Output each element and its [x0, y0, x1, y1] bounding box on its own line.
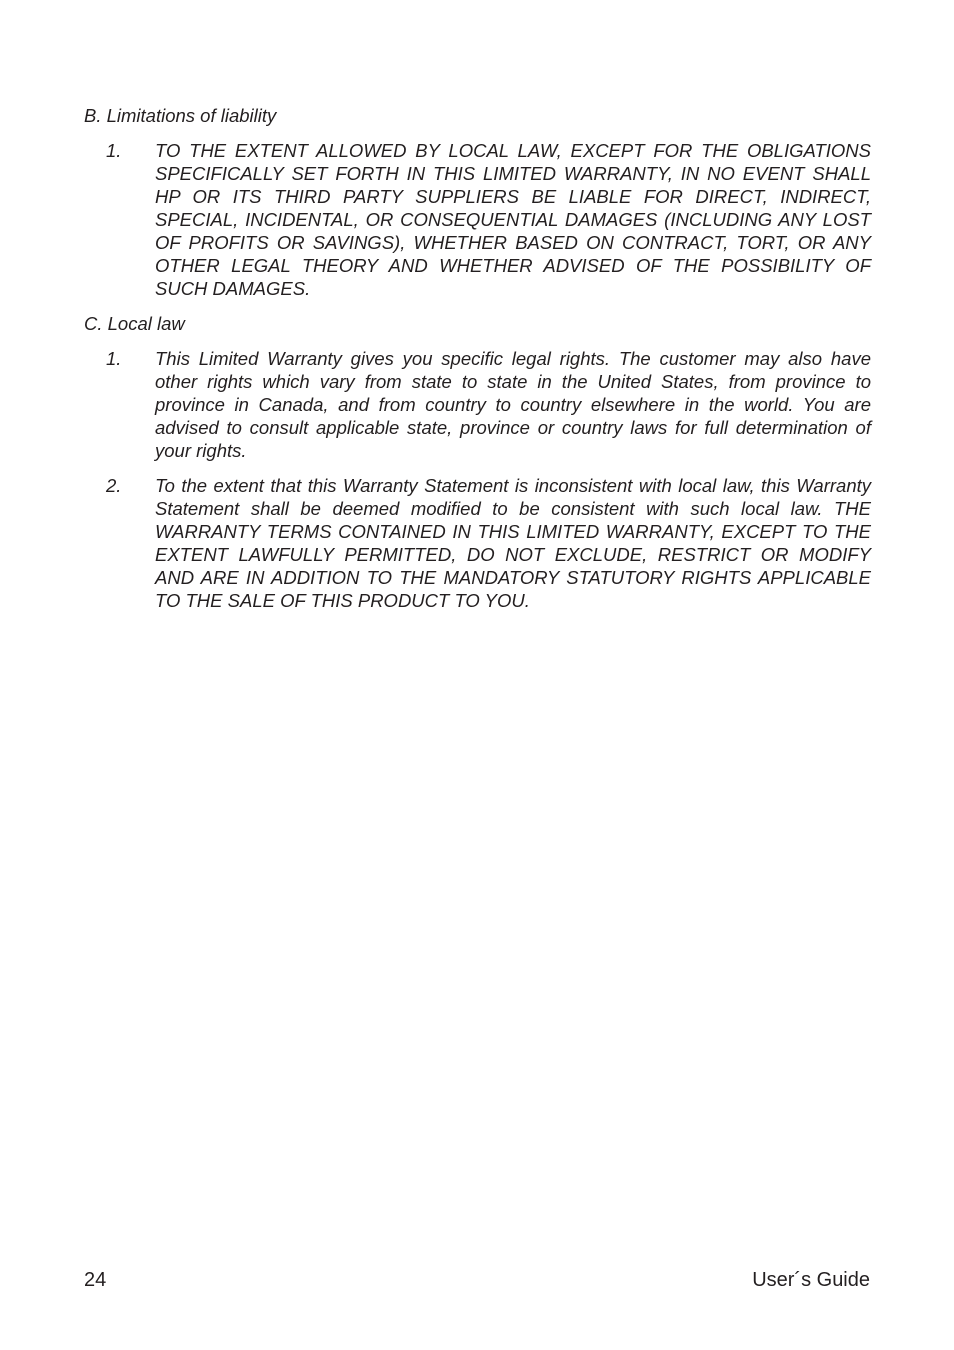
page-content: [84, 104, 871, 624]
list-item: [84, 474, 871, 612]
list-item-text: This Limited Warranty gives you specific legal rights. The customer may also have other rights which vary from state to state in the United States, from province to province in Canada, and from country to country elsewhere in the world. You are advised to consult applicable state, province or country laws for full determination of your rights.: [155, 348, 871, 461]
section-limitations-of-liability: [84, 104, 871, 300]
section-heading: C. Local law: [84, 313, 185, 334]
section-heading: B. Limitations of liability: [84, 105, 277, 126]
list-item-number: 1.: [106, 348, 122, 369]
list-item-number: 2.: [106, 475, 122, 496]
list-item: [84, 139, 871, 300]
footer-document-title: User´s Guide: [752, 1269, 870, 1291]
list-item-text: TO THE EXTENT ALLOWED BY LOCAL LAW, EXCEPT FOR THE OBLIGATIONS SPECIFICALLY SET FORTH IN THIS LIMITED WARRANTY, IN NO EVENT SHALL HP OR ITS THIRD PARTY SUPPLIERS BE LIABLE FOR DIRECT, INDIRECT, SPECIAL, INCIDENTAL, OR CONSEQUENTIAL DAMAGES (INCLUDING ANY LOST OF PROFITS OR SAVINGS), WHETHER BASED ON CONTRACT, TORT, OR ANY OTHER LEGAL THEORY AND WHETHER ADVISED OF THE POSSIBILITY OF SUCH DAMAGES.: [155, 140, 871, 299]
section-local-law: [84, 312, 871, 612]
list-item-number: 1.: [106, 140, 122, 161]
footer-page-number: 24: [84, 1269, 107, 1291]
list-item: [84, 347, 871, 462]
list-item-text: To the extent that this Warranty Statement is inconsistent with local law, this Warranty Statement shall be deemed modified to be consistent with such local law. THE WARRANTY TERMS CONTAINED IN THIS LIMITED WARRANTY, EXCEPT TO THE EXTENT LAWFULLY PERMITTED, DO NOT EXCLUDE, RESTRICT OR MODIFY AND ARE IN ADDITION TO THE MANDATORY STATUTORY RIGHTS APPLICABLE TO THE SALE OF THIS PRODUCT TO YOU.: [155, 475, 871, 611]
